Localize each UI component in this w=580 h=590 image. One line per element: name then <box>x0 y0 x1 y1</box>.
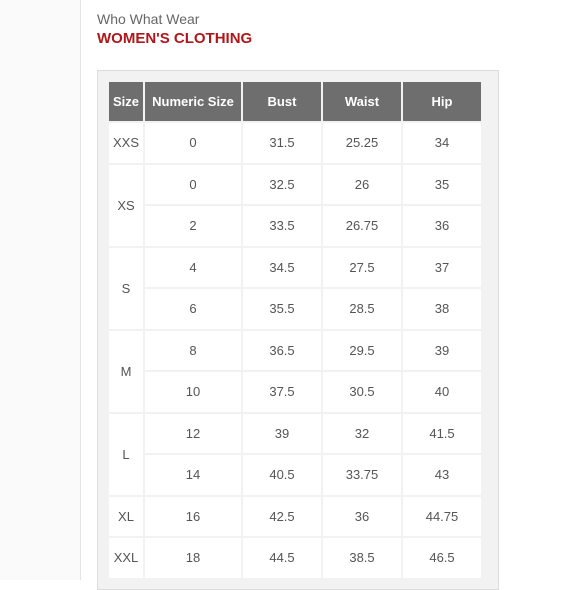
waist-cell: 28.5 <box>323 289 401 329</box>
hip-cell: 34 <box>403 123 481 163</box>
left-margin-strip <box>0 0 81 580</box>
bust-cell: 32.5 <box>243 165 321 205</box>
waist-cell: 27.5 <box>323 248 401 288</box>
hip-cell: 43 <box>403 455 481 495</box>
bust-cell: 31.5 <box>243 123 321 163</box>
bust-cell: 42.5 <box>243 497 321 537</box>
bust-cell: 44.5 <box>243 538 321 578</box>
waist-cell: 36 <box>323 497 401 537</box>
header-hip: Hip <box>403 82 481 121</box>
header-waist: Waist <box>323 82 401 121</box>
bust-cell: 39 <box>243 414 321 454</box>
table-row <box>109 289 481 329</box>
brand-name: Who What Wear <box>97 11 200 27</box>
table-row <box>109 165 481 205</box>
numeric-size-cell: 8 <box>145 331 241 371</box>
numeric-size-cell: 14 <box>145 455 241 495</box>
table-row <box>109 206 481 246</box>
bust-cell: 34.5 <box>243 248 321 288</box>
page-title: WOMEN'S CLOTHING <box>97 30 253 47</box>
table-row <box>109 414 481 454</box>
numeric-size-cell: 10 <box>145 372 241 412</box>
size-label: M <box>109 331 143 412</box>
hip-cell: 35 <box>403 165 481 205</box>
numeric-size-cell: 0 <box>145 123 241 163</box>
bust-cell: 35.5 <box>243 289 321 329</box>
size-label: XXS <box>109 123 143 163</box>
numeric-size-cell: 16 <box>145 497 241 537</box>
bust-cell: 36.5 <box>243 331 321 371</box>
size-label: XS <box>109 165 143 246</box>
table-row <box>109 331 481 371</box>
hip-cell: 44.75 <box>403 497 481 537</box>
hip-cell: 38 <box>403 289 481 329</box>
table-row <box>109 455 481 495</box>
header-size: Size <box>109 82 143 121</box>
waist-cell: 33.75 <box>323 455 401 495</box>
hip-cell: 41.5 <box>403 414 481 454</box>
header-bust: Bust <box>243 82 321 121</box>
bust-cell: 40.5 <box>243 455 321 495</box>
numeric-size-cell: 12 <box>145 414 241 454</box>
bust-cell: 33.5 <box>243 206 321 246</box>
waist-cell: 30.5 <box>323 372 401 412</box>
waist-cell: 25.25 <box>323 123 401 163</box>
waist-cell: 26 <box>323 165 401 205</box>
size-label: L <box>109 414 143 495</box>
hip-cell: 40 <box>403 372 481 412</box>
table-row <box>109 497 481 537</box>
numeric-size-cell: 2 <box>145 206 241 246</box>
size-label: XXL <box>109 538 143 578</box>
table-row <box>109 248 481 288</box>
numeric-size-cell: 4 <box>145 248 241 288</box>
hip-cell: 39 <box>403 331 481 371</box>
waist-cell: 29.5 <box>323 331 401 371</box>
numeric-size-cell: 6 <box>145 289 241 329</box>
waist-cell: 38.5 <box>323 538 401 578</box>
hip-cell: 36 <box>403 206 481 246</box>
table-row <box>109 538 481 578</box>
hip-cell: 37 <box>403 248 481 288</box>
numeric-size-cell: 0 <box>145 165 241 205</box>
size-chart-table <box>107 80 483 580</box>
size-label: XL <box>109 497 143 537</box>
hip-cell: 46.5 <box>403 538 481 578</box>
bust-cell: 37.5 <box>243 372 321 412</box>
waist-cell: 32 <box>323 414 401 454</box>
waist-cell: 26.75 <box>323 206 401 246</box>
table-row <box>109 123 481 163</box>
table-row <box>109 372 481 412</box>
numeric-size-cell: 18 <box>145 538 241 578</box>
table-header-row <box>109 82 481 121</box>
header-numeric-size: Numeric Size <box>145 82 241 121</box>
size-label: S <box>109 248 143 329</box>
